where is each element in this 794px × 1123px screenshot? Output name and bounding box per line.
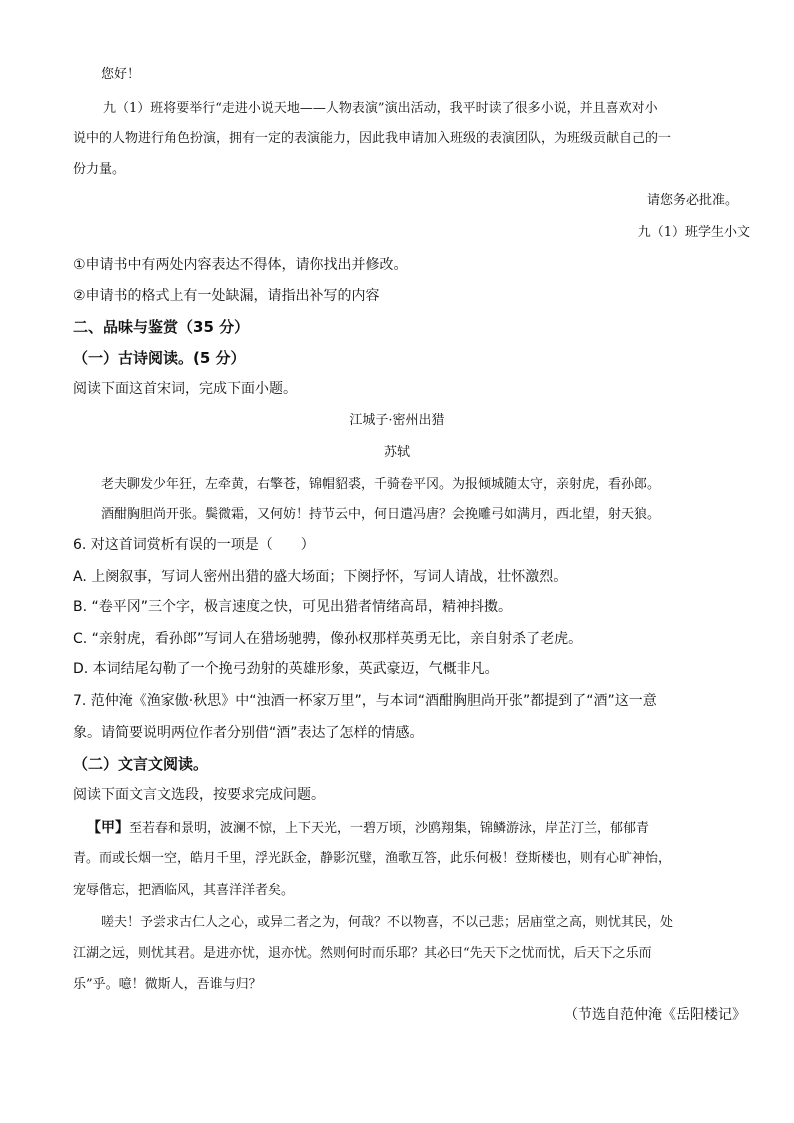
classical-text-line: 江湖之远，则忧其君。是进亦忧，退亦忧。然则何时而乐耶？其必曰“先天下之忧而忧，后天下之乐而: [73, 946, 652, 961]
question-stem: 7. 范仲淹《渔家傲·秋思》中“浊酒一杯家万里”，与本词“酒酣胸胆尚开张”都提到了“酒”这一意: [73, 693, 657, 709]
classical-text-line: [87, 819, 649, 835]
letter-body-line: 份力量。: [73, 162, 126, 177]
classical-text-line: 嗟夫！予尝求古仁人之心，或异二者之为，何哉？不以物喜，不以己悲；居庙堂之高，则忧其民，处: [101, 915, 674, 930]
instruction-text: 阅读下面这首宋词，完成下面小题。: [73, 381, 297, 397]
poem-author: 苏轼: [383, 445, 410, 460]
poem-title: 江城子·密州出猎: [349, 413, 445, 428]
answer-option-a: A. 上阕叙事，写词人密州出猎的盛大场面；下阕抒怀，写词人请战，壮怀激烈。: [73, 569, 568, 585]
answer-option-d: D. 本词结尾勾勒了一个挽弓劲射的英雄形象，英武豪迈，气概非凡。: [73, 661, 499, 677]
letter-body-line: 说中的人物进行角色扮演，拥有一定的表演能力，因此我申请加入班级的表演团队，为班级贡献自己的一: [73, 131, 672, 146]
poem-line: 酒酣胸胆尚开张。鬓微霜，又何妨！持节云中，何日遣冯唐？会挽雕弓如满月，西北望，射天狼。: [101, 507, 661, 522]
answer-option-b: B. “卷平冈”三个字，极言速度之快，可见出猎者情绪高昂，精神抖擞。: [73, 599, 513, 615]
subsection-heading: （一）古诗阅读。(5 分）: [73, 349, 246, 367]
passage-label: 【甲】: [87, 820, 129, 836]
question-stem: 6. 对这首词赏析有误的一项是（ ）: [73, 537, 315, 553]
letter-greeting: 您好！: [101, 67, 141, 82]
instruction-text: 阅读下面文言文选段，按要求完成问题。: [73, 787, 325, 803]
answer-option-c: C. “亲射虎，看孙郎”写词人在猎场驰骋，像孙权那样英勇无比，亲自射杀了老虎。: [73, 631, 583, 647]
letter-task: ①申请书中有两处内容表达不得体，请你找出并修改。: [73, 257, 408, 273]
letter-closing: 请您务必批准。: [646, 193, 738, 208]
poem-line: 老夫聊发少年狂，左牵黄，右擎苍，锦帽貂裘，千骑卷平冈。为报倾城随太守，亲射虎，看孙郎。: [101, 477, 661, 492]
subsection-heading: （二）文言文阅读。: [73, 755, 209, 773]
passage-text: 至若春和景明，波澜不惊，上下天光，一碧万顷，沙鸥翔集，锦鳞游泳，岸芷汀兰，郁郁青: [129, 821, 650, 836]
classical-text-line: 青。而或长烟一空，皓月千里，浮光跃金，静影沉璧，渔歌互答，此乐何极！登斯楼也，则有心旷神怡，: [73, 851, 672, 866]
question-stem-continued: 象。请简要说明两位作者分别借“酒”表达了怎样的情感。: [73, 725, 424, 741]
classical-text-line: 宠辱偕忘，把酒临风，其喜洋洋者矣。: [73, 883, 295, 898]
letter-body-line: 九（1）班将要举行“走进小说天地——人物表演”演出活动，我平时读了很多小说，并且喜欢对小: [103, 101, 658, 116]
letter-signature: 九（1）班学生小文: [637, 225, 750, 240]
classical-text-line: 乐”乎。噫！微斯人，吾谁与归？: [73, 977, 262, 992]
section-heading: 二、品味与鉴赏（35 分）: [73, 318, 250, 336]
letter-task: ②申请书的格式上有一处缺漏，请指出补写的内容: [73, 288, 380, 304]
passage-source: （节选自范仲淹《岳阳楼记》: [564, 1007, 746, 1023]
